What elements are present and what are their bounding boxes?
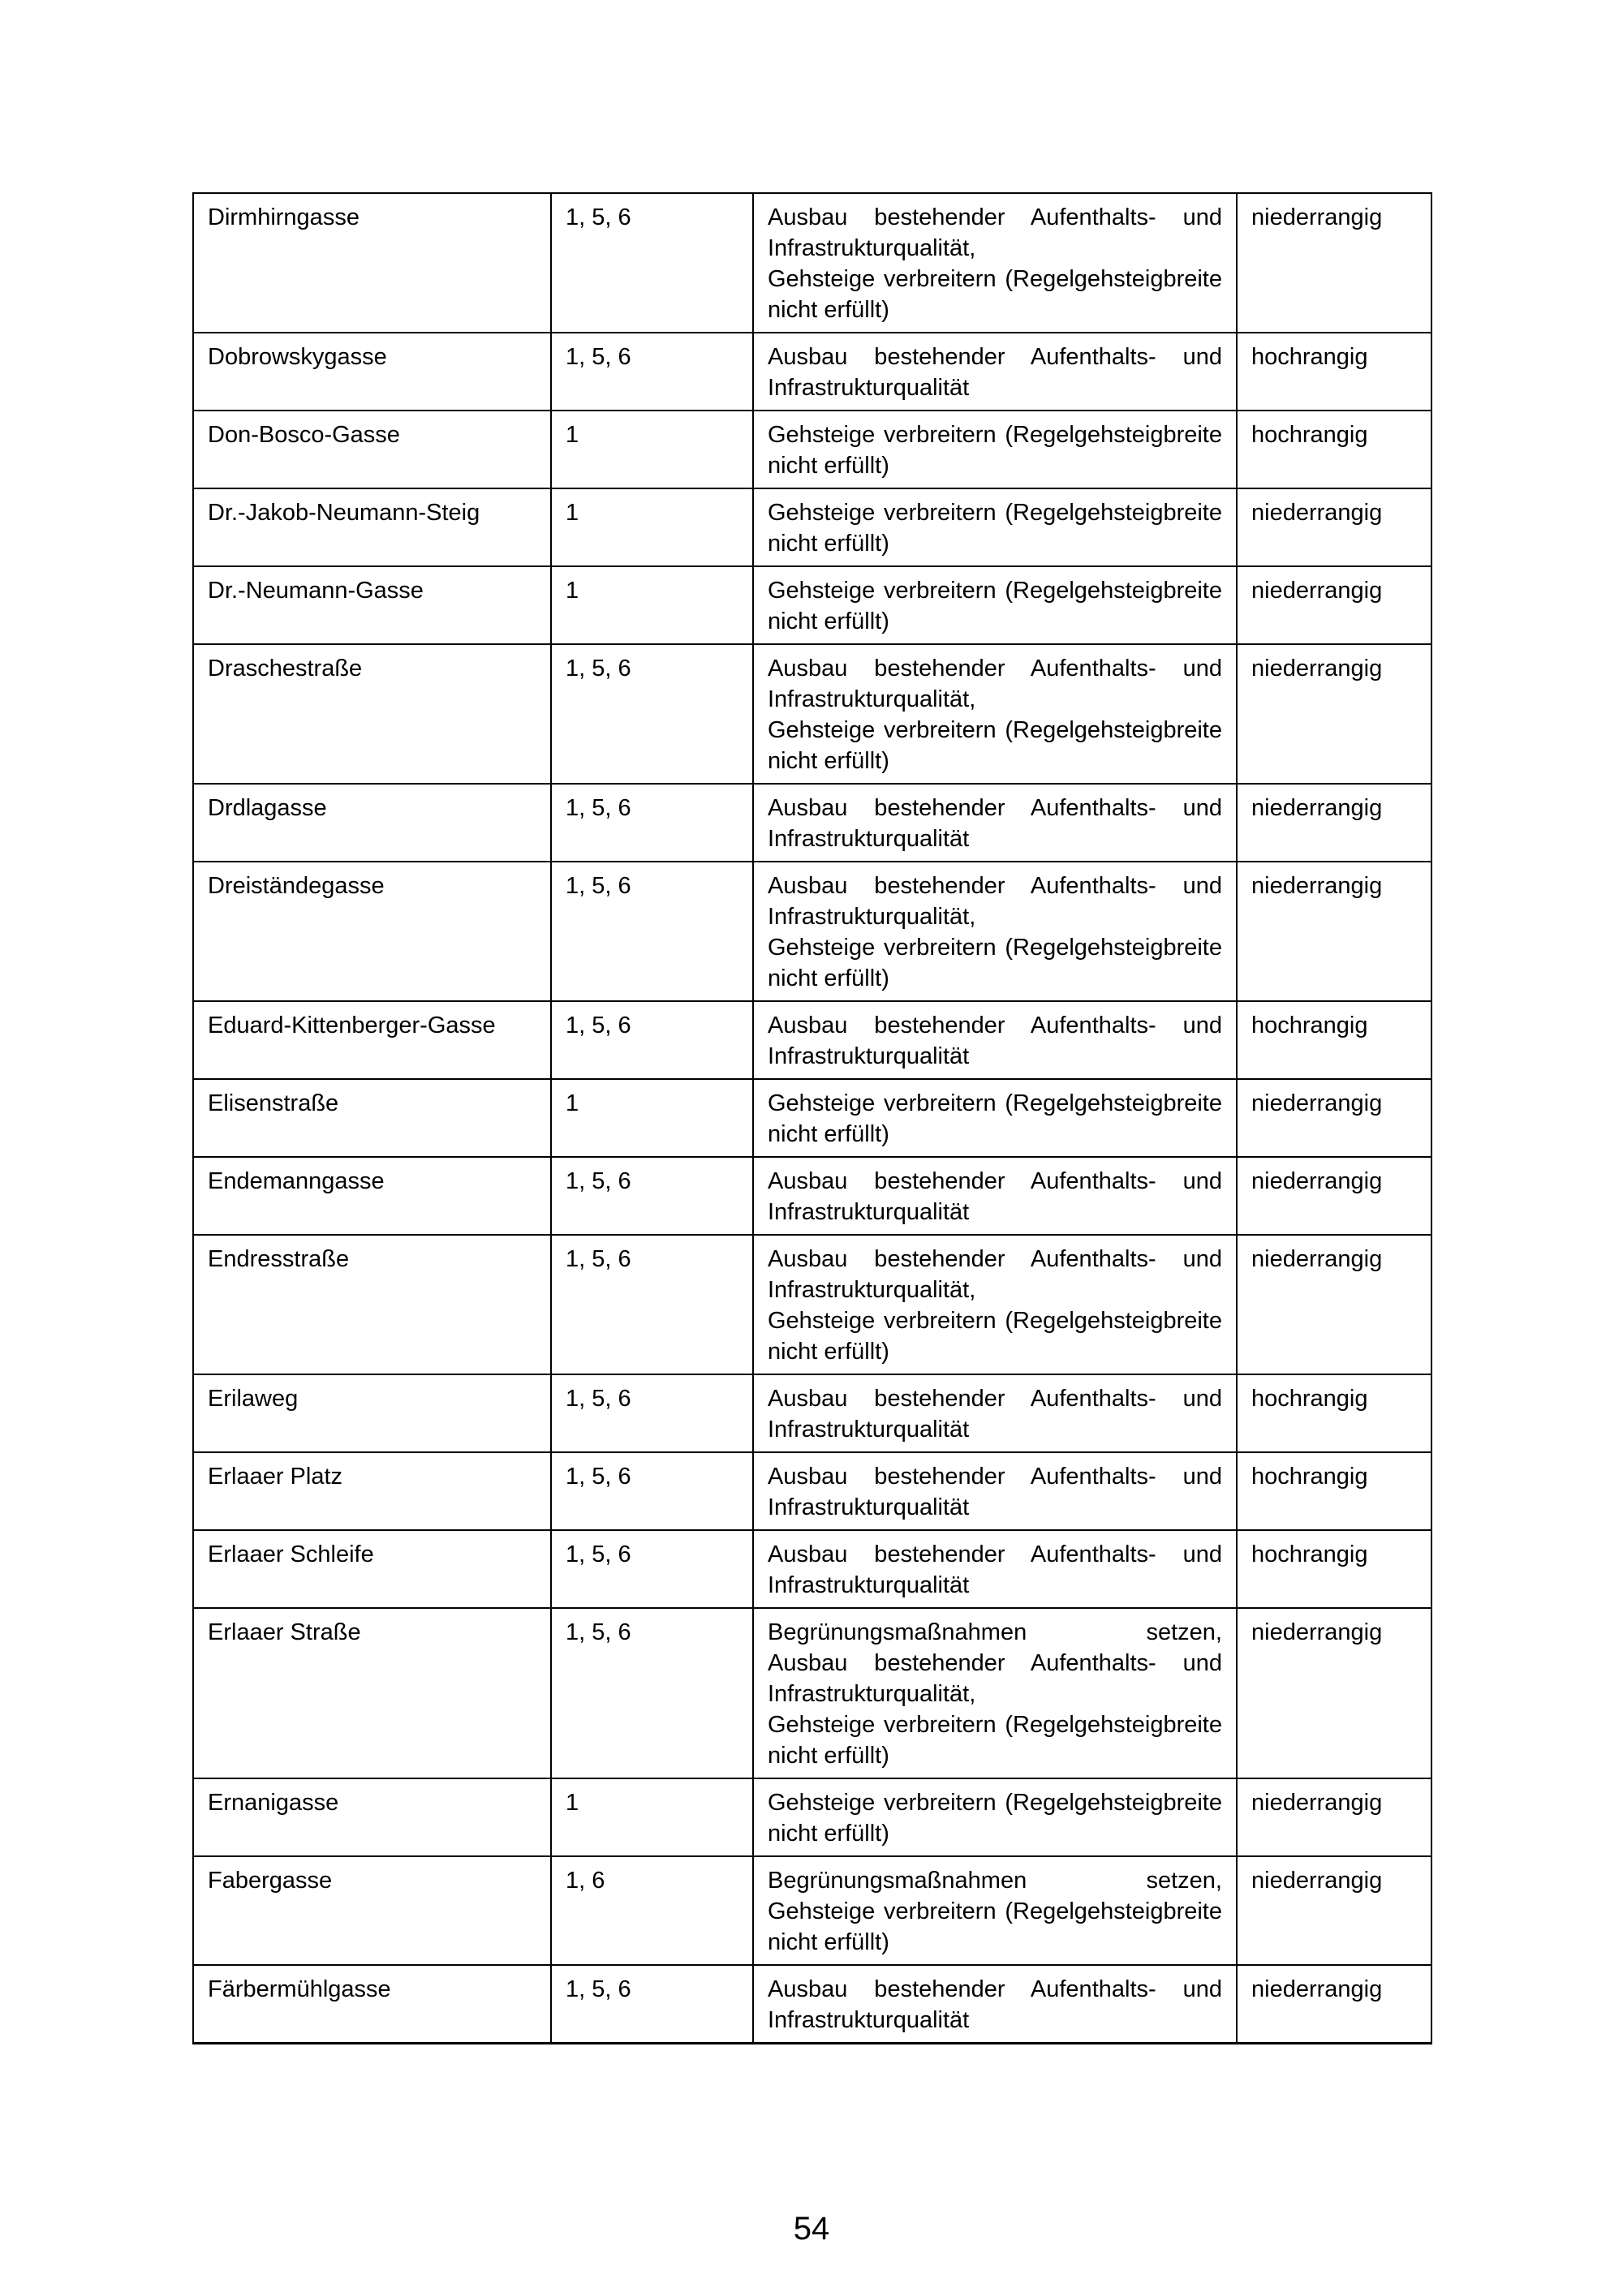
measure-line: Gehsteige verbreitern (Regelgehsteigbreite nicht erfüllt): [768, 500, 1222, 557]
categories-cell: 1: [551, 566, 753, 644]
categories-cell: 1: [551, 1778, 753, 1856]
priority-cell: niederrangig: [1237, 1157, 1431, 1235]
measure-line: Gehsteige verbreitern (Regelgehsteigbreite nicht erfüllt): [768, 935, 1222, 991]
priority-cell: niederrangig: [1237, 1235, 1431, 1374]
measure-line: Gehsteige verbreitern (Regelgehsteigbreite nicht erfüllt): [768, 717, 1222, 774]
priority-cell: niederrangig: [1237, 566, 1431, 644]
measure-line: Ausbau bestehender Aufenthalts- und Infrastrukturqualität: [768, 795, 1222, 852]
priority-cell: niederrangig: [1237, 193, 1431, 333]
measures-cell: [753, 1530, 1237, 1608]
measure-line: Begrünungsmaßnahmen setzen,: [768, 1868, 1222, 1894]
categories-cell: 1, 5, 6: [551, 1608, 753, 1778]
measure-line: Gehsteige verbreitern (Regelgehsteigbreite nicht erfüllt): [768, 1790, 1222, 1847]
table-row: [193, 1530, 1431, 1608]
categories-cell: 1, 5, 6: [551, 1965, 753, 2044]
measure-line: Ausbau bestehender Aufenthalts- und Infrastrukturqualität: [768, 1386, 1222, 1443]
measures-cell: [753, 1856, 1237, 1965]
street-measures-table: [192, 192, 1432, 2044]
table-row: [193, 566, 1431, 644]
measure-line: Ausbau bestehender Aufenthalts- und Infrastrukturqualität: [768, 1541, 1222, 1598]
street-name-cell: Dr.-Jakob-Neumann-Steig: [193, 488, 551, 566]
priority-cell: hochrangig: [1237, 1452, 1431, 1530]
categories-cell: 1, 5, 6: [551, 1157, 753, 1235]
priority-cell: niederrangig: [1237, 644, 1431, 784]
categories-cell: 1: [551, 488, 753, 566]
street-name-cell: Dobrowskygasse: [193, 333, 551, 411]
table-row: [193, 1965, 1431, 2044]
measure-line: Ausbau bestehender Aufenthalts- und Infrastrukturqualität: [768, 344, 1222, 401]
priority-cell: niederrangig: [1237, 862, 1431, 1001]
priority-cell: niederrangig: [1237, 1778, 1431, 1856]
categories-cell: 1, 5, 6: [551, 193, 753, 333]
table-row: [193, 1001, 1431, 1079]
measure-line: Ausbau bestehender Aufenthalts- und Infrastrukturqualität: [768, 1464, 1222, 1520]
categories-cell: 1, 5, 6: [551, 862, 753, 1001]
measure-line: Ausbau bestehender Aufenthalts- und Infrastrukturqualität,: [768, 656, 1222, 712]
categories-cell: 1, 5, 6: [551, 1235, 753, 1374]
table-row: [193, 411, 1431, 488]
table-row: [193, 1374, 1431, 1452]
table-row: [193, 784, 1431, 862]
street-name-cell: Erlaaer Schleife: [193, 1530, 551, 1608]
priority-cell: niederrangig: [1237, 1965, 1431, 2044]
priority-cell: hochrangig: [1237, 411, 1431, 488]
table-row: [193, 644, 1431, 784]
table-row: [193, 1079, 1431, 1157]
categories-cell: 1, 5, 6: [551, 1374, 753, 1452]
measure-line: Gehsteige verbreitern (Regelgehsteigbreite nicht erfüllt): [768, 1090, 1222, 1147]
categories-cell: 1, 5, 6: [551, 644, 753, 784]
street-name-cell: Erilaweg: [193, 1374, 551, 1452]
measure-line: Begrünungsmaßnahmen setzen,: [768, 1619, 1222, 1645]
table-row: [193, 1608, 1431, 1778]
table-row: [193, 1778, 1431, 1856]
measure-line: Ausbau bestehender Aufenthalts- und Infrastrukturqualität,: [768, 873, 1222, 930]
priority-cell: niederrangig: [1237, 1608, 1431, 1778]
categories-cell: 1, 5, 6: [551, 1530, 753, 1608]
measures-cell: [753, 1235, 1237, 1374]
street-name-cell: Ernanigasse: [193, 1778, 551, 1856]
categories-cell: 1, 5, 6: [551, 1452, 753, 1530]
street-name-cell: Dr.-Neumann-Gasse: [193, 566, 551, 644]
measure-line: Gehsteige verbreitern (Regelgehsteigbreite nicht erfüllt): [768, 266, 1222, 323]
table-row: [193, 862, 1431, 1001]
priority-cell: niederrangig: [1237, 488, 1431, 566]
street-name-cell: Erlaaer Straße: [193, 1608, 551, 1778]
measures-cell: [753, 333, 1237, 411]
categories-cell: 1, 5, 6: [551, 333, 753, 411]
street-name-cell: Endemanngasse: [193, 1157, 551, 1235]
street-name-cell: Dirmhirngasse: [193, 193, 551, 333]
street-name-cell: Drdlagasse: [193, 784, 551, 862]
street-name-cell: Erlaaer Platz: [193, 1452, 551, 1530]
measure-line: Ausbau bestehender Aufenthalts- und Infrastrukturqualität: [768, 1976, 1222, 2033]
measure-line: Gehsteige verbreitern (Regelgehsteigbreite nicht erfüllt): [768, 1898, 1222, 1955]
measures-cell: [753, 784, 1237, 862]
measures-cell: [753, 1157, 1237, 1235]
measures-cell: [753, 862, 1237, 1001]
street-name-cell: Dreiständegasse: [193, 862, 551, 1001]
priority-cell: niederrangig: [1237, 784, 1431, 862]
table-row: [193, 193, 1431, 333]
priority-cell: niederrangig: [1237, 1079, 1431, 1157]
categories-cell: 1, 5, 6: [551, 1001, 753, 1079]
table-row: [193, 1856, 1431, 1965]
page-number: 54: [793, 2211, 830, 2247]
measures-cell: [753, 193, 1237, 333]
table-row: [193, 1235, 1431, 1374]
table-row: [193, 1452, 1431, 1530]
table-row: [193, 1157, 1431, 1235]
measure-line: Ausbau bestehender Aufenthalts- und Infrastrukturqualität,: [768, 204, 1222, 261]
measures-cell: [753, 1374, 1237, 1452]
measures-cell: [753, 1608, 1237, 1778]
measures-cell: [753, 1001, 1237, 1079]
measure-line: Ausbau bestehender Aufenthalts- und Infrastrukturqualität: [768, 1168, 1222, 1225]
street-name-cell: Elisenstraße: [193, 1079, 551, 1157]
categories-cell: 1: [551, 411, 753, 488]
priority-cell: hochrangig: [1237, 1374, 1431, 1452]
measures-cell: [753, 1965, 1237, 2044]
measures-cell: [753, 488, 1237, 566]
priority-cell: hochrangig: [1237, 333, 1431, 411]
measure-line: Ausbau bestehender Aufenthalts- und Infrastrukturqualität,: [768, 1650, 1222, 1707]
measure-line: Gehsteige verbreitern (Regelgehsteigbreite nicht erfüllt): [768, 578, 1222, 634]
street-name-cell: Draschestraße: [193, 644, 551, 784]
street-name-cell: Don-Bosco-Gasse: [193, 411, 551, 488]
table-row: [193, 488, 1431, 566]
measures-cell: [753, 1778, 1237, 1856]
measures-cell: [753, 566, 1237, 644]
measure-line: Ausbau bestehender Aufenthalts- und Infrastrukturqualität: [768, 1013, 1222, 1069]
priority-cell: niederrangig: [1237, 1856, 1431, 1965]
categories-cell: 1, 6: [551, 1856, 753, 1965]
priority-cell: hochrangig: [1237, 1530, 1431, 1608]
measure-line: Gehsteige verbreitern (Regelgehsteigbreite nicht erfüllt): [768, 1712, 1222, 1769]
priority-cell: hochrangig: [1237, 1001, 1431, 1079]
measures-cell: [753, 644, 1237, 784]
measure-line: Gehsteige verbreitern (Regelgehsteigbreite nicht erfüllt): [768, 422, 1222, 479]
table-row: [193, 333, 1431, 411]
table-body: [193, 193, 1431, 2044]
street-name-cell: Endresstraße: [193, 1235, 551, 1374]
measure-line: Ausbau bestehender Aufenthalts- und Infrastrukturqualität,: [768, 1246, 1222, 1303]
street-name-cell: Färbermühlgasse: [193, 1965, 551, 2044]
categories-cell: 1: [551, 1079, 753, 1157]
street-name-cell: Eduard-Kittenberger-Gasse: [193, 1001, 551, 1079]
measures-cell: [753, 411, 1237, 488]
categories-cell: 1, 5, 6: [551, 784, 753, 862]
measures-cell: [753, 1079, 1237, 1157]
measure-line: Gehsteige verbreitern (Regelgehsteigbreite nicht erfüllt): [768, 1308, 1222, 1365]
measures-cell: [753, 1452, 1237, 1530]
street-name-cell: Fabergasse: [193, 1856, 551, 1965]
